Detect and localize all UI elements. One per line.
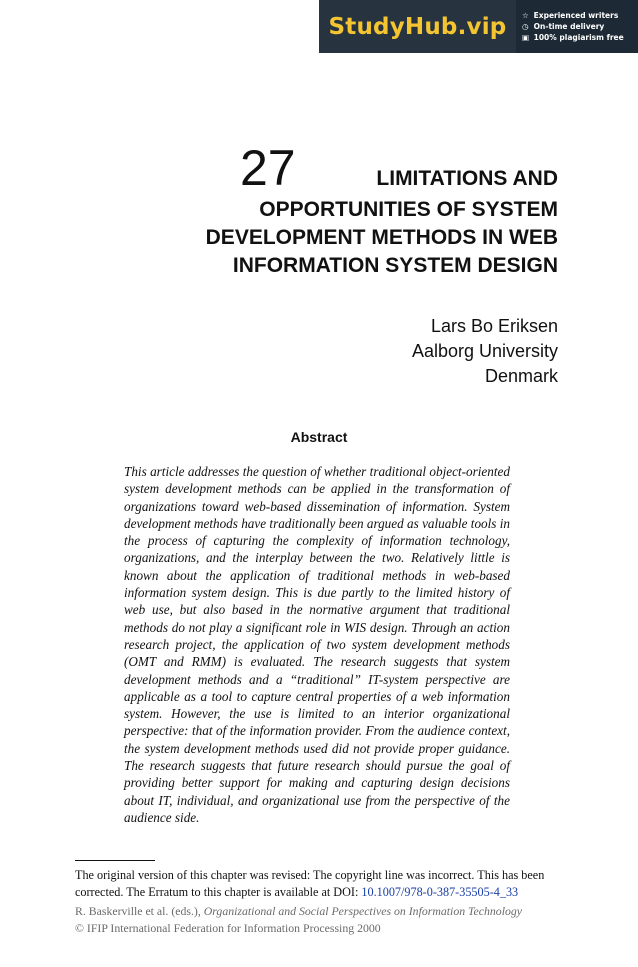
feature-label: On-time delivery bbox=[533, 22, 605, 31]
promo-banner[interactable] bbox=[319, 0, 638, 53]
chapter-title-line: OPPORTUNITIES OF SYSTEM bbox=[259, 198, 558, 221]
imprint-copyright: © IFIP International Federation for Information Processing 2000 bbox=[75, 921, 381, 935]
author-block bbox=[412, 314, 558, 389]
clock-icon: ◷ bbox=[522, 22, 529, 31]
abstract-heading: Abstract bbox=[290, 429, 348, 445]
feature-label: Experienced writers bbox=[533, 11, 619, 20]
footnote-text: The original version of this chapter was revised: The copyright line was incorrect. This has been corrected. The Erratum to this chapter is available at DOI: bbox=[75, 868, 545, 899]
imprint-book-title: Organizational and Social Perspectives on Information Technology bbox=[203, 904, 523, 918]
studyhub-logo[interactable]: StudyHub.vip bbox=[319, 0, 516, 53]
abstract-text: This article addresses the question of whether traditional object-oriented system development methods can be applied in the transformation of organizations toward web-based dissemination of information. System development methods have traditionally been argued as valuable tools in the process of capturing the complexity of information technology, organizations, and the interplay between the two. Relatively little is known about the application of traditional methods in web-based information system design. This is due partly to the limited history of web use, but also based in the normative argument that traditional methods do not play a significant role in WIS design. Through an action research project, the application of two system development methods (OMT and RMM) is evaluated. The research suggests that system development methods and a “traditional” IT-system perspective are applicable as a tool to capture central properties of a web information system. However, the use is limited to an interior organizational perspective: that of the information provider. From the audience context, the system development methods used did not provide proper guidance. The research suggests that future research should pursue the goal of providing better support for making and capturing design decisions about IT, individual, and organizational use from the perspective of the audience side. bbox=[124, 464, 510, 825]
star-icon: ☆ bbox=[522, 11, 529, 20]
book-imprint bbox=[75, 903, 595, 937]
revision-footnote bbox=[75, 867, 560, 901]
chapter-title-part: LIMITATIONS AND bbox=[376, 167, 558, 190]
feature-item bbox=[522, 33, 638, 42]
chapter-title-line: INFORMATION SYSTEM DESIGN bbox=[232, 254, 558, 277]
footnote-divider bbox=[75, 860, 155, 861]
banner-feature-list bbox=[516, 0, 638, 53]
chapter-number: 27 bbox=[240, 140, 296, 196]
chapter-title-line: DEVELOPMENT METHODS IN WEB bbox=[205, 226, 558, 249]
document-icon: ▣ bbox=[522, 33, 530, 42]
feature-label: 100% plagiarism free bbox=[533, 33, 624, 42]
imprint-citation bbox=[75, 903, 595, 920]
chapter-heading bbox=[120, 140, 558, 280]
author-name: Lars Bo Eriksen bbox=[430, 316, 558, 336]
chapter-title-first-line bbox=[120, 140, 558, 196]
doi-link[interactable]: 10.1007/978-0-387-35505-4_33 bbox=[361, 885, 519, 899]
feature-item bbox=[522, 22, 638, 31]
author-affiliation: Aalborg University bbox=[411, 341, 558, 361]
feature-item bbox=[522, 11, 638, 20]
imprint-editors: R. Baskerville et al. (eds.), bbox=[75, 904, 204, 918]
author-country: Denmark bbox=[484, 366, 558, 386]
